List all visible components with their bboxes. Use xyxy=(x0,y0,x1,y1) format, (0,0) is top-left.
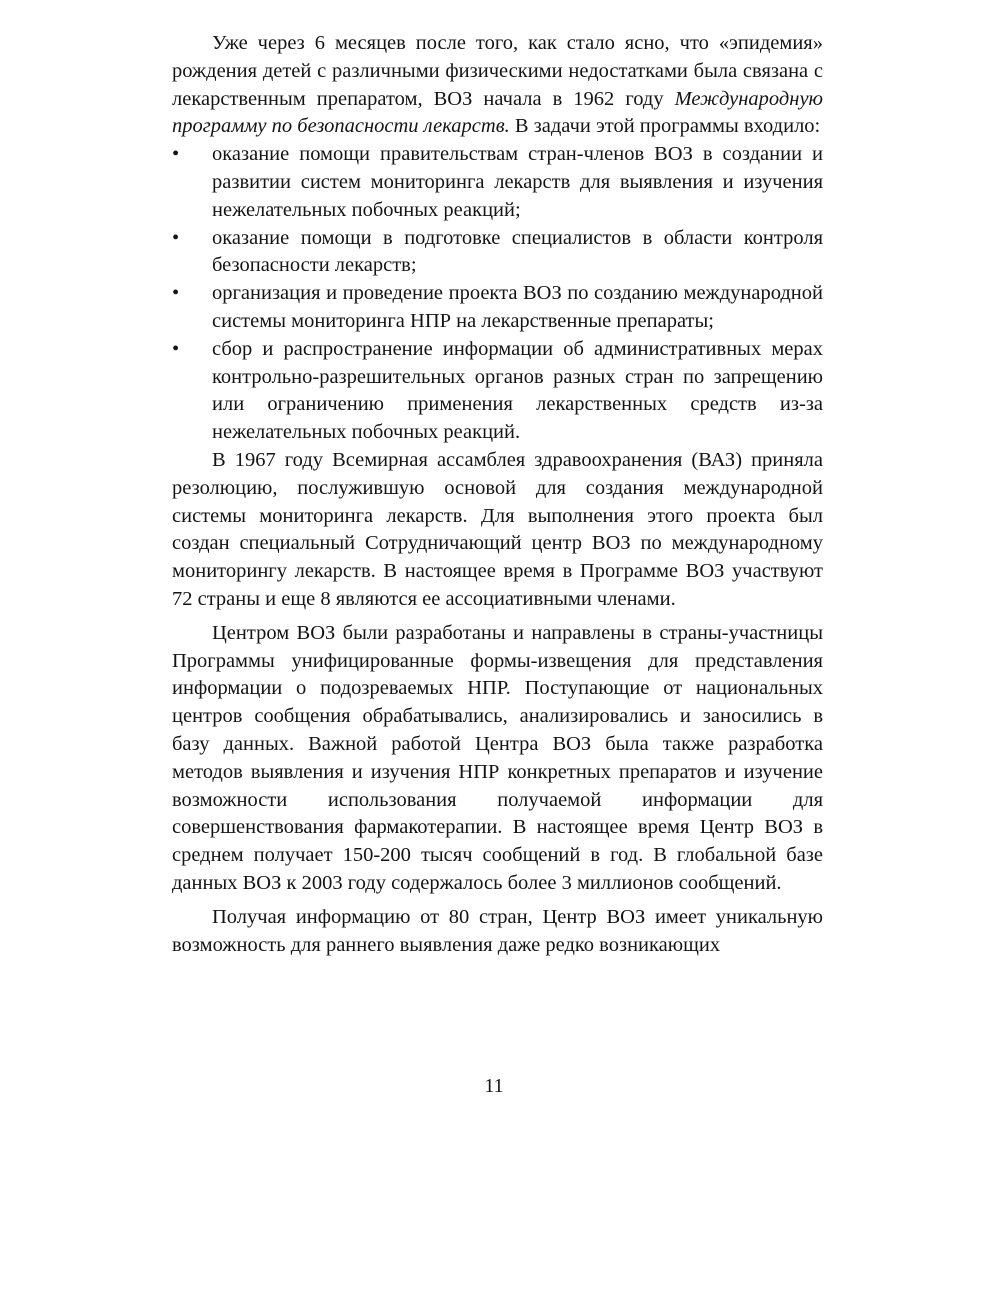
document-page xyxy=(172,30,823,959)
paragraph-who-center: Центром ВОЗ были разработаны и направлены в страны-участницы Программы унифицированные формы-извещения для представления информации о подозреваемых НПР. Поступающие от национальных центров сообщения обрабатывались, анализировались и заносились в базу данных. Важной работой Центра ВОЗ была также разработка методов выявления и изучения НПР конкретных препаратов и изучение возможности использования получаемой информации для совершенствования фармакотерапии. В настоящее время Центр ВОЗ в среднем получает 150-200 тысяч сообщений в год. В глобальной базе данных ВОЗ к 2003 году содержалось более 3 миллионов сообщений. xyxy=(172,621,823,894)
bullet-icon: • xyxy=(172,226,180,249)
list-item xyxy=(172,141,823,224)
list-item xyxy=(172,280,823,336)
list-item-text: сбор и распространение информации об административных мерах контрольно-разрешительных органов разных стран по запрещению или ограничению применения лекарственных средств из-за нежелательных побочных реакций. xyxy=(212,337,823,444)
bullet-icon: • xyxy=(172,337,180,360)
intro-text-before: Уже через 6 месяцев после того, как стало ясно, что «эпидемия» рождения детей с различными физическими недостатками была связана с лекарственным препаратом, ВОЗ начала в 1962 году xyxy=(172,32,823,110)
list-item xyxy=(172,225,823,281)
bullet-icon: • xyxy=(172,143,180,166)
list-item-text: оказание помощи правительствам стран-членов ВОЗ в создании и развитии систем мониторинга лекарств для выявления и изучения нежелательных побочных реакций; xyxy=(212,143,823,221)
tasks-list xyxy=(172,141,823,447)
page-number: 11 xyxy=(484,1075,504,1097)
paragraph-information: Получая информацию от 80 стран, Центр ВОЗ имеет уникальную возможность для раннего выявления даже редко возникающих xyxy=(172,905,823,956)
program-name: Международную программу по безопасности лекарств. xyxy=(172,87,823,138)
intro-paragraph xyxy=(172,30,823,141)
bullet-icon: • xyxy=(172,282,180,305)
paragraph-vaz-resolution: В 1967 году Всемирная ассамблея здравоохранения (ВАЗ) приняла резолюцию, послужившую основой для создания международной системы мониторинга лекарств. Для выполнения этого проекта был создан специальный Сотрудничающий центр ВОЗ по международному мониторингу лекарств. В настоящее время в Программе ВОЗ участвуют 72 страны и еще 8 являются ее ассоциативными членами. xyxy=(172,448,823,610)
list-item-text: организация и проведение проекта ВОЗ по созданию международной системы мониторинга НПР на лекарственные препараты; xyxy=(212,282,823,332)
intro-text-after: В задачи этой программы входило: xyxy=(509,115,821,138)
list-item xyxy=(172,336,823,447)
list-item-text: оказание помощи в подготовке специалистов в области контроля безопасности лекарств; xyxy=(212,226,823,277)
